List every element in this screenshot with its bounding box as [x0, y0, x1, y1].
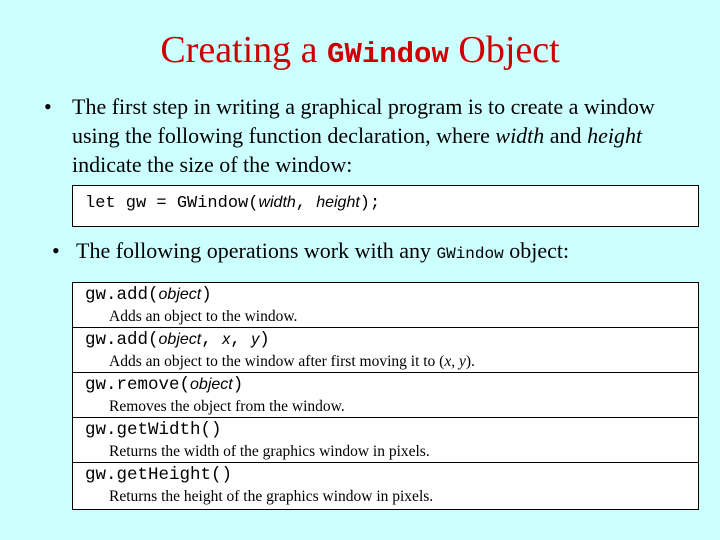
operation-description-part: , — [451, 353, 459, 370]
operation-signature — [85, 465, 232, 485]
bullet-operations-text — [76, 236, 688, 269]
code-before: let gw = GWindow( — [85, 194, 259, 213]
bullet1-height-word: height — [587, 123, 643, 148]
operation-call: gw.getHeight() — [85, 465, 233, 485]
operation-signature — [85, 420, 222, 440]
operation-description-part: Adds an object to the window after first moving it to ( — [109, 353, 445, 370]
bullet-first-step-text — [72, 92, 692, 179]
operation-row — [73, 418, 698, 463]
operation-close: ) — [201, 285, 212, 305]
bullet2-before: The following operations work with any — [76, 238, 437, 263]
operation-call: gw.add( — [85, 285, 159, 305]
operation-arg: object — [158, 286, 202, 303]
bullet1-width-word: width — [495, 123, 545, 148]
operation-description-part: x — [444, 353, 452, 370]
operation-arg: object — [158, 331, 202, 348]
operation-signature — [85, 330, 270, 350]
operation-arg: x — [222, 331, 231, 348]
operation-close: ) — [232, 375, 244, 395]
operation-call: gw.getWidth() — [85, 420, 222, 440]
operation-description: Adds an object to the window. — [109, 308, 298, 325]
operation-signature — [85, 375, 243, 395]
bullet-dot: • — [44, 94, 52, 119]
operation-signature — [85, 285, 212, 305]
bullet1-part2: and — [544, 123, 588, 148]
title-suffix: Object — [448, 29, 560, 71]
bullet2-after: object: — [503, 238, 570, 263]
operation-description-part: y — [458, 353, 466, 370]
title-prefix: Creating a — [160, 29, 328, 71]
operation-arg: object — [190, 376, 233, 393]
code-comma: , — [295, 194, 317, 213]
bullet-dot: • — [52, 238, 60, 263]
operation-row — [73, 283, 698, 328]
code-line — [85, 194, 380, 213]
operation-description: Removes the object from the window. — [109, 398, 345, 415]
operation-row — [73, 463, 698, 508]
bullet1-part3: indicate the size of the window: — [72, 152, 353, 177]
code-after: ); — [359, 194, 381, 213]
title-code: GWindow — [327, 38, 449, 71]
operation-row — [73, 373, 698, 418]
operation-description-part: ). — [465, 353, 475, 370]
operation-description: Returns the height of the graphics window in pixels. — [109, 488, 434, 505]
bullet2-code: GWindow — [436, 245, 504, 263]
code-box — [72, 185, 699, 227]
operation-separator: , — [201, 330, 223, 350]
operation-row — [73, 328, 698, 373]
code-arg-height: height — [316, 194, 360, 211]
operation-close: ) — [259, 330, 270, 350]
operation-separator: , — [230, 330, 252, 350]
code-arg-width: width — [258, 194, 296, 211]
operations-table — [72, 282, 699, 510]
bullet1-part1: The first step in writing a graphical program is to create a window using the following function declaration, where — [72, 94, 655, 148]
slide-title — [0, 28, 720, 77]
operation-description: Returns the width of the graphics window in pixels. — [109, 443, 430, 460]
operation-arg: y — [251, 331, 260, 348]
operation-call: gw.remove( — [85, 375, 191, 395]
operation-call: gw.add( — [85, 330, 159, 350]
operation-description — [109, 353, 475, 371]
